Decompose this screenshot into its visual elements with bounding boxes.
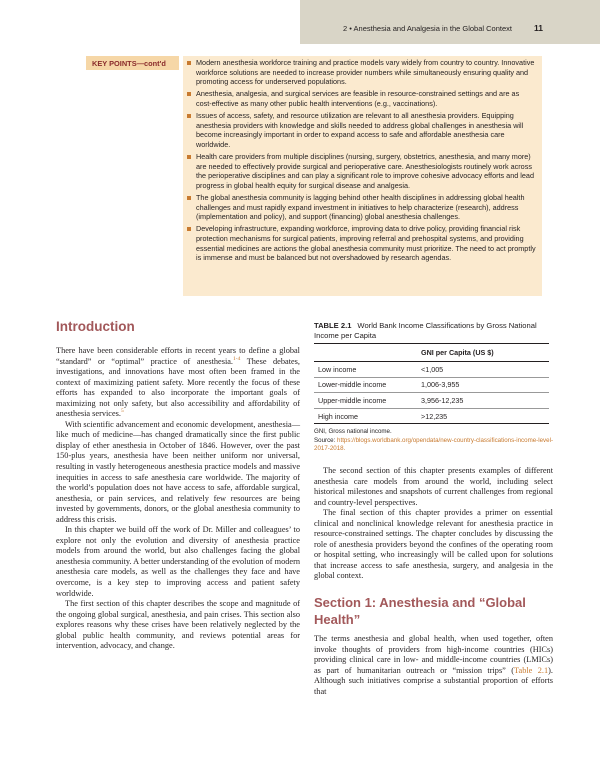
table-title: TABLE 2.1 World Bank Income Classifications by Gross National Income per Capita <box>314 321 537 340</box>
table-source: Source: https://blogs.worldbank.org/opendata/new-country-classifications-income-level-2017-2018. <box>314 436 554 453</box>
table-column-header: GNI per Capita (US $) <box>421 344 549 362</box>
table-row: Upper-middle income 3,956-12,235 <box>314 393 549 409</box>
section-1-heading: Section 1: Anesthesia and “Global Health” <box>314 595 526 628</box>
bullet-square-icon <box>187 92 191 96</box>
bullet-square-icon <box>187 61 191 65</box>
source-link[interactable]: https://blogs.worldbank.org/opendata/new-country-classifications-income-level-2017-2018. <box>314 436 554 453</box>
left-column <box>56 346 300 652</box>
key-points-label: KEY POINTS—cont'd <box>86 56 179 70</box>
key-point: Modern anesthesia workforce training and practice models vary widely from country to country. Innovative workforce solutions are needed to increase provider numbers while simultaneously ensuring quality and promoting access for underserved populations. <box>196 58 536 87</box>
table-grid <box>314 343 549 424</box>
bullet-square-icon <box>187 155 191 159</box>
key-points-list <box>183 56 542 263</box>
intro-paragraph: With scientific advancement and economic development, anesthesia—like much of medicine—has changed dramatically since the first public display of ether anesthesia in October of 1846. However, over the past 150-plus years, anesthesia have been neither uniform nor universal, resulting in vastly heterogeneous anesthesia practice models and massive inequities in access to safe anesthesia care worldwide. The majority of the world’s population does not have access to safe, affordable surgical, anesthesia, or pain services, and relatively few resources are being invested by governments, donors, or the global anesthesia community to address this crisis. <box>56 419 300 524</box>
citation-ref[interactable]: 1-4 <box>233 355 241 362</box>
table-row: High income >12,235 <box>314 408 549 424</box>
citation-ref[interactable]: 5 <box>120 408 124 415</box>
table-row: Lower-middle income 1,006-3,955 <box>314 377 549 393</box>
running-head: 2 • Anesthesia and Analgesia in the Global Context <box>343 24 512 33</box>
table-row: Low income <1,005 <box>314 362 549 378</box>
bullet-square-icon <box>187 227 191 231</box>
body-paragraph: The terms anesthesia and global health, when used together, often invoke thoughts of providers from high-income countries (HICs) providing clinical care in low- and middle-income countries (LMICs) as part of humanitarian outreach or “mission trips” (Table 2.1). Although such initiatives comprise a substantial proportion of efforts that <box>314 634 553 696</box>
intro-paragraph: There have been considerable efforts in recent years to define a global “standard” or “optimal” practice of anesthesia.$^{1-4}$ These debates, investigations, and innovations have most often been framed in the context of maximizing patient safety. More recently the focus of these efforts has expanded to also incorporate the important goals of maximizing not only safety, but also accessibility and affordability of anesthesia services.$^5$ <box>56 346 300 419</box>
intro-paragraph: In this chapter we build off the work of Dr. Miller and colleagues’ to explore not only the evolution and diversity of anesthesia practice models from around the world, but also challenges facing the global anesthesia community. A better understanding of the evolution of modern anesthesia care models, as well as the challenges they face and have overcome, is a key step to improving access and patient safety worldwide. <box>56 525 300 598</box>
table-header-empty <box>314 344 421 362</box>
intro-paragraph: The first section of this chapter describes the scope and magnitude of the ongoing global surgical, anesthesia, and pain crises. This section also explores reasons why these crises have been relatively neglected by the global public health community, and reviews potential areas for intervention, advocacy, and change. <box>56 599 300 651</box>
table-header-row <box>314 344 549 362</box>
body-paragraph: The second section of this chapter presents examples of different anesthesia care models from around the world, including select historical milestones and snapshots of current challenges from regional and country-level perspectives. <box>314 466 553 507</box>
right-column <box>314 466 553 697</box>
key-points-box <box>183 56 542 296</box>
key-point: Developing infrastructure, expanding workforce, improving data to drive policy, providing financial risk protection mechanisms for surgical patients, improving referral and prehospital systems, and providing essential medicines are actions the global anesthesia community must prioritize. The need to act promptly is immense and must be balanced but not overshadowed by research agendas. <box>196 224 536 263</box>
page-number: 11 <box>534 23 543 33</box>
body-paragraph: The final section of this chapter provides a primer on essential clinical and nonclinical knowledge relevant for anesthesia practice in resource-constrained settings. The chapter concludes by discussing the role of anesthesia providers beyond the confines of the operating room or hospital setting, who increasingly will be called upon for solutions that increase access to safe anesthesia, surgery, and analgesia in the global context. <box>314 508 553 581</box>
table-footnote: GNI, Gross national income. <box>314 428 392 436</box>
key-point: Issues of access, safety, and resource utilization are relevant to all anesthesia providers. Equipping anesthesia providers with knowledge and skills needed to address global challenges in anesthesia will become increasingly important in order to expand access to safe and affordable anesthesia care worldwide. <box>196 111 536 150</box>
key-point: Health care providers from multiple disciplines (nursing, surgery, obstetrics, anesthesia, and many more) are needed to effectively provide surgical and perioperative care. Anesthesiologists routinely work across the perioperative disciplines and can play a significant role to improve cohesive advocacy efforts and lead progress in global health equity for surgical disease and analgesia. <box>196 152 536 191</box>
key-point: The global anesthesia community is lagging behind other health disciplines in addressing global health challenges and must rapidly expand investment in initiatives to help characterize (research), address (implementation and policy), and support (financing) global anesthesia challenges. <box>196 193 536 222</box>
running-header-band <box>300 0 600 44</box>
bullet-square-icon <box>187 196 191 200</box>
key-point: Anesthesia, analgesia, and surgical services are feasible in resource-constrained settings and are as cost-effective as many other public health interventions (e.g., vaccinations). <box>196 89 536 108</box>
table-reference-link[interactable]: Table 2.1 <box>514 665 549 675</box>
bullet-square-icon <box>187 114 191 118</box>
income-classification-table <box>314 321 555 454</box>
introduction-heading: Introduction <box>56 319 135 334</box>
